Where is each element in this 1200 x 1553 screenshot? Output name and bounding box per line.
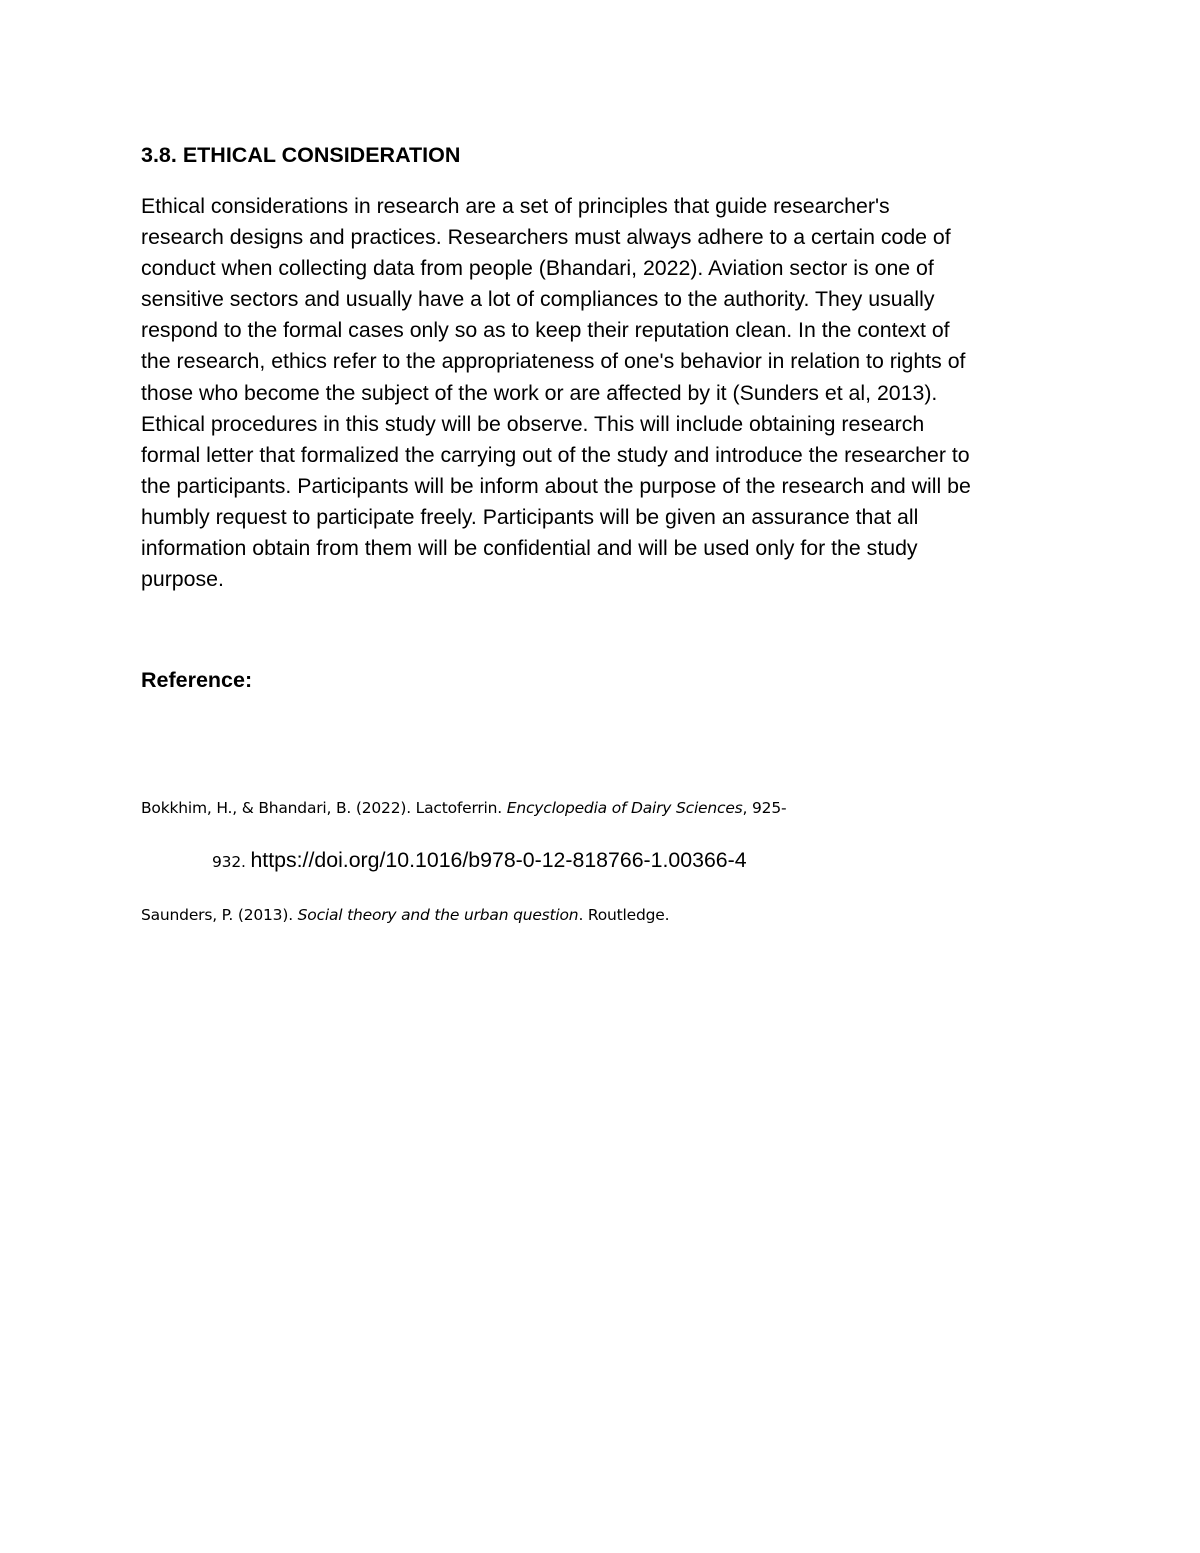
- paragraph-line: Ethical considerations in research are a set of principles that guide researcher's: [141, 194, 890, 218]
- reference-heading: Reference:: [141, 668, 253, 692]
- paragraph-line: Ethical procedures in this study will be observe. This will include obtaining research: [141, 411, 925, 436]
- paragraph-line: the research, ethics refer to the appropriateness of one's behavior in relation to rights of: [141, 349, 966, 374]
- reference-entry-bokkhim: [141, 796, 786, 820]
- paragraph-line: information obtain from them will be confidential and will be used only for the study: [141, 536, 918, 561]
- reference-entry-bokkhim-continued: [212, 848, 747, 874]
- paragraph-line: humbly request to participate freely. Participants will be given an assurance that all: [141, 504, 919, 529]
- paragraph-line: conduct when collecting data from people (Bhandari, 2022). Aviation sector is one of: [141, 256, 934, 281]
- paragraph-line: purpose.: [141, 567, 224, 592]
- reference-entry-saunders: [141, 903, 669, 927]
- reference-journal: Encyclopedia of Dairy Sciences: [506, 799, 743, 817]
- ethics-paragraph: [141, 191, 971, 595]
- paragraph-line: the participants. Participants will be inform about the purpose of the research and will be: [141, 473, 971, 498]
- reference-pages-end: 932.: [212, 853, 251, 871]
- section-heading: 3.8. ETHICAL CONSIDERATION: [141, 143, 461, 167]
- reference-authors-title: Bokkhim, H., & Bhandari, B. (2022). Lactoferrin.: [141, 799, 507, 817]
- reference-book-title: Social theory and the urban question: [297, 906, 579, 924]
- paragraph-line: those who become the subject of the work or are affected by it (Sunders et al, 2013).: [141, 380, 938, 405]
- paragraph-line: respond to the formal cases only so as to keep their reputation clean. In the context of: [141, 318, 950, 343]
- reference-pages-start: , 925-: [742, 799, 787, 817]
- paragraph-line: sensitive sectors and usually have a lot of compliances to the authority. They usually: [141, 287, 935, 312]
- reference-doi-link[interactable]: https://doi.org/10.1016/b978-0-12-818766-1.00366-4: [250, 848, 747, 872]
- paragraph-line: formal letter that formalized the carrying out of the study and introduce the researcher to: [141, 442, 970, 467]
- reference-authors: Saunders, P. (2013).: [141, 906, 298, 924]
- reference-publisher: . Routledge.: [578, 906, 670, 924]
- paragraph-line: research designs and practices. Researchers must always adhere to a certain code of: [141, 225, 951, 250]
